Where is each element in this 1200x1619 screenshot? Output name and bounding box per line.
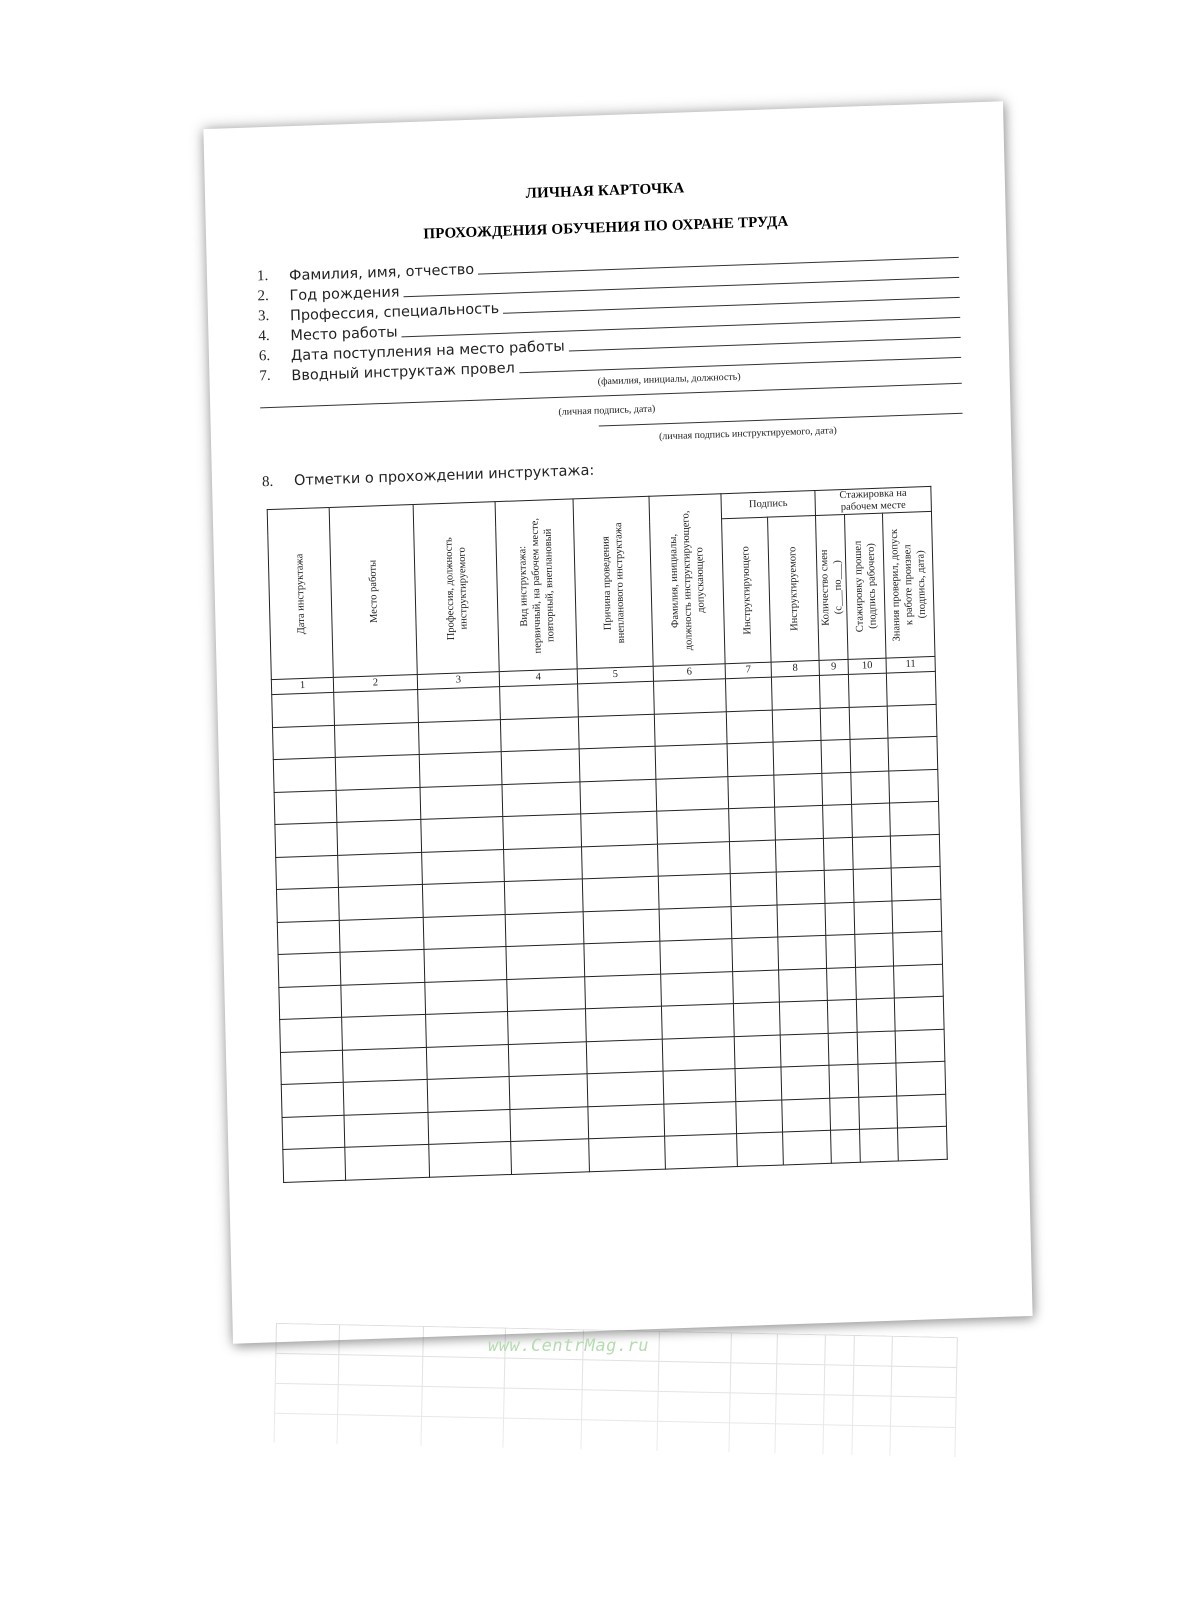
field-label: Дата поступления на место работы <box>290 338 565 365</box>
table-cell[interactable] <box>821 739 851 773</box>
table-cell[interactable] <box>578 681 655 716</box>
caption-trainee-signature: (личная подпись инструктируемого, дата) <box>658 425 837 443</box>
table-cell[interactable] <box>665 1134 738 1169</box>
table-cell[interactable] <box>506 944 585 979</box>
table-cell[interactable] <box>860 1128 899 1162</box>
table-cell[interactable] <box>852 803 891 837</box>
table-cell[interactable] <box>418 719 501 754</box>
col-number: 1 <box>271 677 333 694</box>
table-cell[interactable] <box>425 979 508 1014</box>
table-cell[interactable] <box>897 1094 947 1128</box>
table-cell[interactable] <box>819 674 849 708</box>
table-cell[interactable] <box>588 1104 665 1139</box>
table-cell[interactable] <box>886 671 936 705</box>
table-cell[interactable] <box>737 1132 784 1166</box>
table-cell[interactable] <box>779 968 828 1002</box>
col-number: 2 <box>333 674 417 692</box>
table-cell[interactable] <box>728 775 775 809</box>
table-cell[interactable] <box>775 805 824 839</box>
table-cell[interactable] <box>852 836 891 870</box>
section-8-heading <box>262 463 595 492</box>
table-cell[interactable] <box>283 1147 346 1182</box>
table-cell[interactable] <box>775 838 824 872</box>
table-cell[interactable] <box>827 967 857 1001</box>
table-cell[interactable] <box>339 917 424 952</box>
table-cell[interactable] <box>505 911 584 946</box>
table-cell[interactable] <box>419 752 502 787</box>
table-cell[interactable] <box>585 974 662 1009</box>
field-label: Место работы <box>290 324 398 345</box>
document-sheet <box>203 101 1032 1344</box>
table-cell[interactable] <box>508 1041 587 1076</box>
card-subtitle: ПРОХОЖДЕНИЯ ОБУЧЕНИЯ ПО ОХРАНЕ ТРУДА <box>423 213 789 243</box>
table-cell[interactable] <box>655 744 728 779</box>
table-cell[interactable] <box>731 905 778 939</box>
table-cell[interactable] <box>858 1063 897 1097</box>
col-number: 8 <box>771 660 819 677</box>
table-cell[interactable] <box>893 931 943 965</box>
col-number: 3 <box>417 672 499 690</box>
table-cell[interactable] <box>892 899 942 933</box>
table-cell[interactable] <box>890 834 940 868</box>
table-cell[interactable] <box>774 773 823 807</box>
table-cell[interactable] <box>662 1036 735 1071</box>
table-cell[interactable] <box>773 740 822 774</box>
trainee-signature-line[interactable] <box>599 413 963 427</box>
field-label: Фамилия, имя, отчество <box>288 261 475 285</box>
table-cell[interactable] <box>661 971 734 1006</box>
table-cell[interactable] <box>780 1033 829 1067</box>
caption-signature-date: (личная подпись, дата) <box>558 403 656 418</box>
table-cell[interactable] <box>889 769 939 803</box>
table-cell[interactable] <box>894 996 944 1030</box>
table-cell[interactable] <box>581 811 658 846</box>
table-cell[interactable] <box>851 771 890 805</box>
field-number: 2. <box>257 287 269 305</box>
table-cell[interactable] <box>897 1126 947 1160</box>
table-cell[interactable] <box>777 903 826 937</box>
table-cell[interactable] <box>503 814 582 849</box>
table-cell[interactable] <box>338 884 423 919</box>
table-cell[interactable] <box>275 822 338 857</box>
field-label: Вводный инструктаж провел <box>291 360 516 385</box>
table-cell[interactable] <box>772 708 821 742</box>
table-cell[interactable] <box>656 776 729 811</box>
table-cell[interactable] <box>341 982 426 1017</box>
table-cell[interactable] <box>427 1076 510 1111</box>
table-cell[interactable] <box>657 809 730 844</box>
table-cell[interactable] <box>733 970 780 1004</box>
table-cell[interactable] <box>823 804 853 838</box>
table-cell[interactable] <box>276 855 339 890</box>
table-cell[interactable] <box>279 985 342 1020</box>
table-cell[interactable] <box>828 1032 858 1066</box>
table-cell[interactable] <box>855 933 894 967</box>
col-header-knowledge-checked: Знания проверил, допуск к работе произвел (подпись, дата) <box>882 511 935 658</box>
table-cell[interactable] <box>734 1035 781 1069</box>
table-cell[interactable] <box>824 869 854 903</box>
col-header-instructor-name: Фамилия, инициалы, должность инструктирующего, допускающего <box>649 494 725 666</box>
table-cell[interactable] <box>657 841 730 876</box>
table-cell[interactable] <box>338 852 423 887</box>
table-cell[interactable] <box>661 1004 734 1039</box>
col-group-signature: Подпись <box>721 490 816 518</box>
table-cell[interactable] <box>826 934 856 968</box>
table-cell[interactable] <box>891 866 941 900</box>
table-cell[interactable] <box>511 1139 590 1174</box>
section-number: 8. <box>261 473 274 491</box>
table-cell[interactable] <box>501 749 580 784</box>
sheet-reflection <box>215 1322 1021 1619</box>
table-cell[interactable] <box>502 781 581 816</box>
col-number: 11 <box>886 656 935 673</box>
col-header-workplace: Место работы <box>329 505 417 678</box>
field-number: 7. <box>259 367 271 385</box>
table-cell[interactable] <box>429 1141 512 1176</box>
table-cell[interactable] <box>730 872 777 906</box>
table-cell[interactable] <box>579 746 656 781</box>
table-cell[interactable] <box>583 909 660 944</box>
table-cell[interactable] <box>890 801 940 835</box>
table-cell[interactable] <box>859 1095 898 1129</box>
table-cell[interactable] <box>587 1071 664 1106</box>
col-header-date: Дата инструктажа <box>267 507 333 679</box>
table-cell[interactable] <box>421 817 504 852</box>
table-cell[interactable] <box>825 902 855 936</box>
table-cell[interactable] <box>343 1079 428 1114</box>
table-cell[interactable] <box>585 1006 662 1041</box>
table-cell[interactable] <box>654 711 727 746</box>
table-cell[interactable] <box>782 1098 831 1132</box>
table-cell[interactable] <box>510 1106 589 1141</box>
table-cell[interactable] <box>507 976 586 1011</box>
section-label: Отметки о прохождении инструктажа: <box>293 462 595 490</box>
table-cell[interactable] <box>829 1064 859 1098</box>
col-number: 9 <box>819 659 848 675</box>
table-cell[interactable] <box>660 939 733 974</box>
table-cell[interactable] <box>771 675 820 709</box>
table-cell[interactable] <box>508 1009 587 1044</box>
table-cell[interactable] <box>781 1065 830 1099</box>
table-cell[interactable] <box>584 941 661 976</box>
table-cell[interactable] <box>278 952 341 987</box>
table-cell[interactable] <box>422 882 505 917</box>
table-cell[interactable] <box>856 966 895 1000</box>
table-cell[interactable] <box>272 692 335 727</box>
table-cell[interactable] <box>580 779 657 814</box>
table-cell[interactable] <box>336 787 421 822</box>
table-cell[interactable] <box>727 742 774 776</box>
col-number: 10 <box>848 658 886 674</box>
table-cell[interactable] <box>426 1044 509 1079</box>
table-cell[interactable] <box>850 738 889 772</box>
table-cell[interactable] <box>725 677 772 711</box>
table-cell[interactable] <box>779 1000 828 1034</box>
table-cell[interactable] <box>654 679 727 714</box>
document-sheet-wrap <box>203 101 1032 1344</box>
col-header-briefing-type: Вид инструктажа: первичный, на рабочем месте, повторный, внеплановый <box>495 499 577 672</box>
table-cell[interactable] <box>509 1074 588 1109</box>
table-cell[interactable] <box>827 999 857 1033</box>
field-label: Год рождения <box>289 284 400 305</box>
table-cell[interactable] <box>340 949 425 984</box>
table-cell[interactable] <box>849 706 888 740</box>
table-cell[interactable] <box>500 684 579 719</box>
table-cell[interactable] <box>500 716 579 751</box>
table-cell[interactable] <box>335 754 420 789</box>
table-cell[interactable] <box>776 870 825 904</box>
table-cell[interactable] <box>277 920 340 955</box>
col-group-internship: Стажировка на рабочем месте <box>815 486 932 515</box>
field-number: 3. <box>257 307 270 325</box>
col-header-instructor-sign: Инструктирующего <box>722 517 772 664</box>
table-cell[interactable] <box>659 906 732 941</box>
table-cell[interactable] <box>733 1002 780 1036</box>
col-header-unscheduled-reason: Причина проведения внепланового инструктажа <box>573 496 653 669</box>
table-cell[interactable] <box>345 1144 430 1179</box>
card-title: ЛИЧНАЯ КАРТОЧКА <box>525 180 685 202</box>
briefing-table <box>267 486 948 1183</box>
table-cell[interactable] <box>664 1101 737 1136</box>
table-cell[interactable] <box>658 874 731 909</box>
table-cell[interactable] <box>280 1017 343 1052</box>
table-cell[interactable] <box>281 1082 344 1117</box>
table-cell[interactable] <box>426 1012 509 1047</box>
col-header-trainee-sign: Инструктируемого <box>768 515 820 662</box>
table-cell[interactable] <box>848 673 887 707</box>
table-cell[interactable] <box>732 937 779 971</box>
table-cell[interactable] <box>887 704 937 738</box>
col-number: 7 <box>725 662 771 679</box>
table-cell[interactable] <box>337 819 422 854</box>
table-cell[interactable] <box>726 710 773 744</box>
table-cell[interactable] <box>589 1136 666 1171</box>
table-cell[interactable] <box>582 844 659 879</box>
table-cell[interactable] <box>274 790 337 825</box>
table-cell[interactable] <box>282 1115 345 1150</box>
table-cell[interactable] <box>856 998 895 1032</box>
table-cell[interactable] <box>422 849 505 884</box>
table-cell[interactable] <box>888 736 938 770</box>
table-cell[interactable] <box>344 1112 429 1147</box>
table-cell[interactable] <box>853 868 892 902</box>
table-cell[interactable] <box>895 1029 945 1063</box>
table-cell[interactable] <box>578 714 655 749</box>
col-header-profession: Профессия, должность инструктируемого <box>413 502 499 675</box>
table-cell[interactable] <box>822 772 852 806</box>
col-header-shift-count: Количество смен (с___по___) <box>816 514 849 660</box>
table-cell[interactable] <box>504 879 583 914</box>
table-cell[interactable] <box>423 914 506 949</box>
table-cell[interactable] <box>334 722 419 757</box>
table-cell[interactable] <box>783 1130 832 1164</box>
table-cell[interactable] <box>735 1067 782 1101</box>
table-cell[interactable] <box>729 840 776 874</box>
table-cell[interactable] <box>820 707 850 741</box>
table-cell[interactable] <box>894 964 944 998</box>
table-cell[interactable] <box>729 807 776 841</box>
table-cell[interactable] <box>663 1069 736 1104</box>
table-cell[interactable] <box>273 757 336 792</box>
table-cell[interactable] <box>736 1099 783 1133</box>
table-body <box>272 671 948 1182</box>
table-cell[interactable] <box>420 784 503 819</box>
table-cell[interactable] <box>586 1039 663 1074</box>
watermark: www.CentrMag.ru <box>488 1336 650 1356</box>
field-number: 6. <box>258 347 271 365</box>
table-cell[interactable] <box>504 846 583 881</box>
table-cell[interactable] <box>778 935 827 969</box>
caption-instructor: (фамилия, инициалы, должность) <box>597 371 741 388</box>
table-cell[interactable] <box>342 1047 427 1082</box>
table-cell[interactable] <box>854 901 893 935</box>
col-header-internship-passed: Стажировку прошел (подпись рабочего) <box>844 513 886 659</box>
table-cell[interactable] <box>857 1030 896 1064</box>
table-cell[interactable] <box>334 689 419 724</box>
table-cell[interactable] <box>424 947 507 982</box>
table-cell[interactable] <box>342 1014 427 1049</box>
table-cell[interactable] <box>280 1050 343 1085</box>
table-cell[interactable] <box>896 1061 946 1095</box>
field-number: 1. <box>256 267 269 285</box>
table-cell[interactable] <box>823 837 853 871</box>
field-number: 4. <box>258 327 270 345</box>
table-cell[interactable] <box>428 1109 511 1144</box>
table-cell[interactable] <box>273 725 336 760</box>
table-cell[interactable] <box>582 876 659 911</box>
table-cell[interactable] <box>830 1097 860 1131</box>
table-cell[interactable] <box>831 1129 861 1163</box>
col-number: 4 <box>499 669 577 687</box>
field-label: Профессия, специальность <box>289 300 500 325</box>
table-cell[interactable] <box>418 687 501 722</box>
col-number: 6 <box>653 664 725 682</box>
col-number: 5 <box>577 666 653 684</box>
table-cell[interactable] <box>276 887 339 922</box>
